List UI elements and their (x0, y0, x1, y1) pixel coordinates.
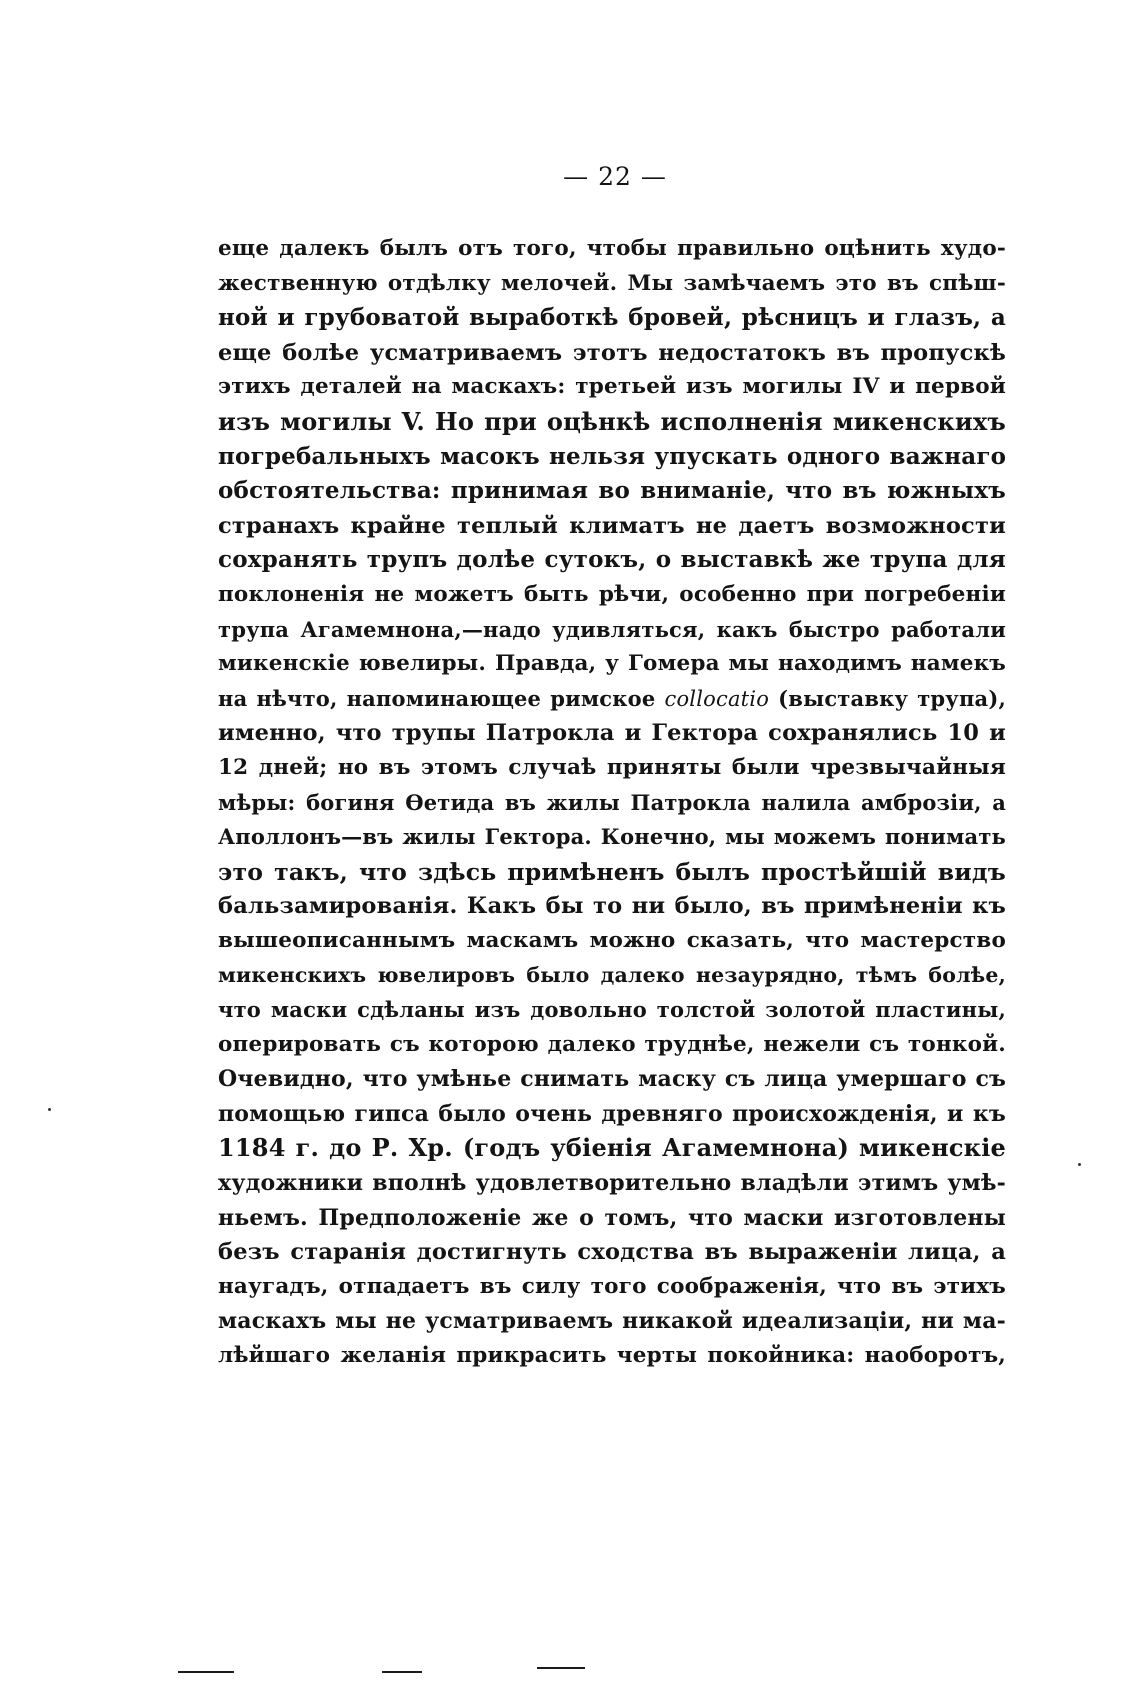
text-line: 1184 г. до Р. Хр. (годъ убіенія Агамемнона) микенскіе (218, 1133, 1006, 1163)
footer-rule-right (537, 1667, 585, 1669)
text-line: погребальныхъ масокъ нельзя упускать одного важнаго (218, 442, 1006, 470)
footer-rule-middle (382, 1671, 422, 1673)
text-line: безъ старанія достигнуть сходства въ выраженіи лица, а (218, 1239, 1006, 1266)
text-line: изъ могилы V. Но при оцѣнкѣ исполненія микенскихъ (218, 406, 1006, 436)
text-line: оперировать съ которою далеко труднѣе, нежели съ тонкой. (218, 1031, 1006, 1057)
text-line: ньемъ. Предположеніе же о томъ, что маски изготовлены (218, 1204, 1006, 1231)
text-line: микенскихъ ювелировъ было далеко незаурядно, тѣмъ болѣе, (218, 963, 1006, 988)
text-line: бальзамированія. Какъ бы то ни было, въ примѣненіи къ (218, 893, 1006, 920)
text-line: жественную отдѣлку мелочей. Мы замѣчаемъ это въ спѣш- (218, 270, 1006, 296)
text-line: вышеописаннымъ маскамъ можно сказать, что мастерство (218, 927, 1006, 953)
scan-speck (48, 1108, 51, 1111)
text-line: Аполлонъ—въ жилы Гектора. Конечно, мы можемъ понимать (218, 824, 1006, 850)
text-line: сохранять трупъ долѣе сутокъ, о выставкѣ же трупа для (218, 546, 1006, 574)
text-line: поклоненія не можетъ быть рѣчи, особенно при погребеніи (218, 581, 1006, 607)
text-line: это такъ, что здѣсь примѣненъ былъ простѣйшій видъ (218, 857, 1006, 886)
latin-term: collocatio (664, 686, 770, 711)
text-line: микенскіе ювелиры. Правда, у Гомера мы находимъ намекъ (218, 651, 1006, 677)
text-line: еще болѣе усматриваемъ этотъ недостатокъ въ пропускѣ (218, 339, 1006, 366)
text-line: обстоятельства: принимая во вниманіе, что въ южныхъ (218, 477, 1006, 505)
text-line: ной и грубоватой выработкѣ бровей, рѣсницъ и глазъ, а (218, 304, 1006, 332)
page-number: — 22 — (563, 162, 667, 191)
text-line: художники вполнѣ удовлетворительно владѣли этимъ умѣ- (218, 1170, 1006, 1197)
text-line: наугадъ, отпадаетъ въ силу того соображенія, что въ этихъ (218, 1273, 1006, 1299)
text-line: маскахъ мы не усматриваемъ никакой идеализаціи, ни ма- (218, 1308, 1006, 1335)
body-text (218, 232, 1006, 1374)
text-line: трупа Агамемнона,—надо удивляться, какъ быстро работали (218, 616, 1006, 642)
text-line: еще далекъ былъ отъ того, чтобы правильно оцѣнить худо- (218, 236, 1006, 261)
text-line: на нѣчто, напоминающее римское collocatio (выставку трупа), (218, 685, 1006, 711)
text-line: именно, что трупы Патрокла и Гектора сохранялись 10 и (218, 720, 1006, 747)
text-line: лѣйшаго желанія прикрасить черты покойника: наоборотъ, (218, 1343, 1006, 1368)
text-line: что маски сдѣланы изъ довольно толстой золотой пластины, (218, 997, 1006, 1023)
scan-speck (1078, 1163, 1081, 1166)
text-line: странахъ крайне теплый климатъ не даетъ возможности (218, 512, 1006, 539)
text-line: помощью гипса было очень древняго происхожденія, и къ (218, 1100, 1006, 1127)
text-line: Очевидно, что умѣнье снимать маску съ лица умершаго съ (218, 1066, 1006, 1093)
text-line: мѣры: богиня Ѳетида въ жилы Патрокла налила амброзіи, а (218, 789, 1006, 815)
text-line: этихъ деталей на маскахъ: третьей изъ могилы IV и первой (218, 374, 1006, 400)
text-line: 12 дней; но въ этомъ случаѣ приняты были чрезвычайныя (218, 754, 1006, 780)
footer-rule-left (178, 1671, 234, 1673)
